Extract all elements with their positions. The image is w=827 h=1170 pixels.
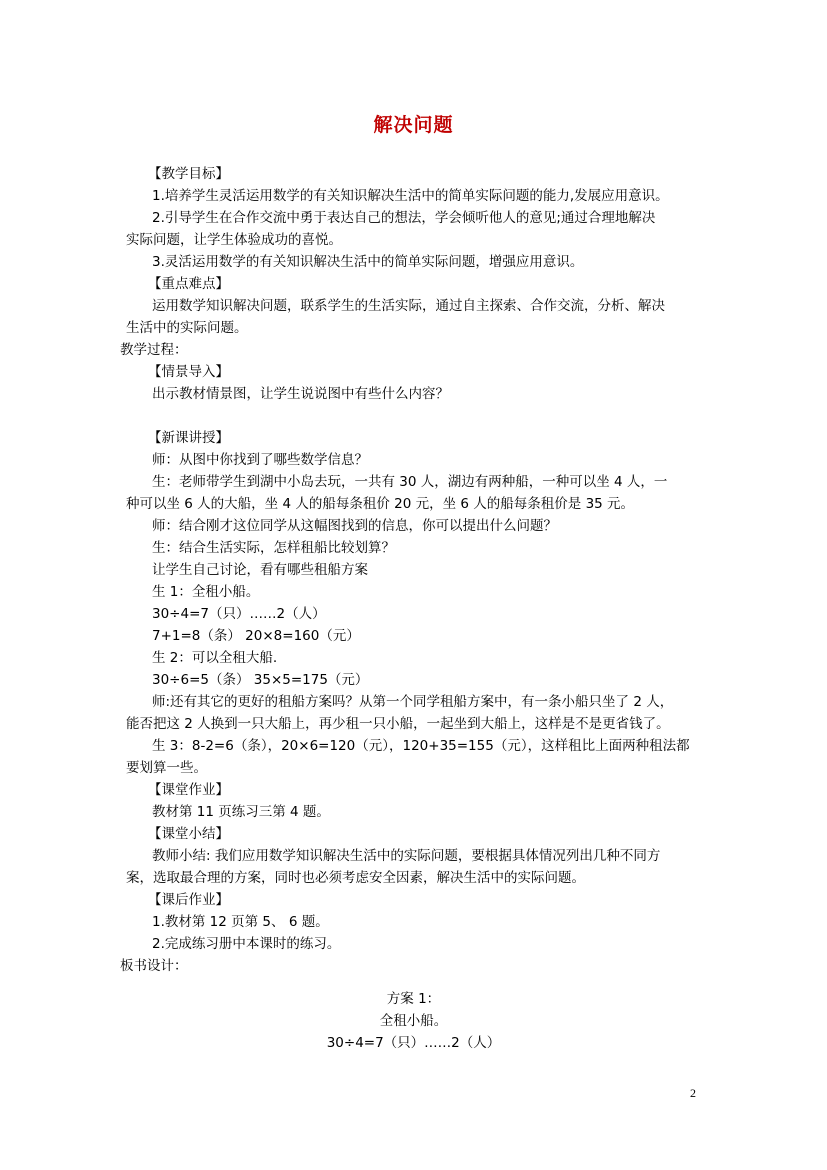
key-points-line-2: 生活中的实际问题。 (126, 320, 248, 336)
board-design (0, 988, 827, 1054)
objective-2-line-1: 2.引导学生在合作交流中勇于表达自己的想法，学会倾听他人的意见;通过合理地解决 (152, 210, 656, 226)
dialogue-line: 生：老师带学生到湖中小岛去玩，一共有 30 人，湖边有两种船，一种可以坐 4 人，一 (152, 474, 668, 490)
plan-2-label: 生 2：可以全租大船. (152, 650, 278, 666)
plan-1-label: 生 1：全租小船。 (152, 584, 260, 600)
dialogue-line: 师:还有其它的更好的租船方案吗？从第一个同学租船方案中，有一条小船只坐了 2 人， (152, 694, 674, 710)
section-heading-objectives: 【教学目标】 (148, 166, 229, 182)
page-number: 2 (690, 1086, 696, 1100)
summary-line-2: 案，选取最合理的方案，同时也必须考虑安全因素，解决生活中的实际问题。 (126, 870, 585, 886)
section-heading-intro: 【情景导入】 (148, 364, 229, 380)
dialogue-line: 生：结合生活实际，怎样租船比较划算？ (152, 540, 395, 556)
dialogue-line: 能否把这 2 人换到一只大船上，再少租一只小船，一起坐到大船上，这样是不是更省钱了。 (126, 716, 670, 732)
plan-3-line-2: 要划算一些。 (126, 760, 207, 776)
dialogue-line: 让学生自己讨论，看有哪些租船方案 (152, 562, 368, 578)
dialogue-line: 种可以坐 6 人的大船，坐 4 人的船每条租价 20 元，坐 6 人的船每条租价是 35 元。 (126, 496, 635, 512)
key-points-line-1: 运用数学知识解决问题，联系学生的生活实际，通过自主探索、合作交流，分析、解决 (152, 298, 665, 314)
section-heading-summary: 【课堂小结】 (148, 826, 229, 842)
dialogue-line: 师：结合刚才这位同学从这幅图找到的信息，你可以提出什么问题？ (152, 518, 557, 534)
document-title: 解决问题 (373, 114, 454, 136)
equation-line: 30÷4=7（只）……2（人） (152, 606, 326, 622)
objective-3: 3.灵活运用数学的有关知识解决生活中的简单实际问题，增强应用意识。 (152, 254, 584, 270)
board-line: 方案 1： (386, 991, 441, 1007)
equation-line: 30÷6=5（条） 35×5=175（元） (152, 672, 369, 688)
document-body (120, 163, 712, 977)
plan-3-line-1: 生 3：8-2=6（条），20×6=120（元），120+35=155（元），这样租比上面两种租法都 (152, 738, 690, 754)
section-heading-key-points: 【重点难点】 (148, 276, 229, 292)
objective-2-line-2: 实际问题，让学生体验成功的喜悦。 (126, 232, 342, 248)
dialogue-line: 师：从图中你找到了哪些数学信息？ (152, 452, 368, 468)
intro-text: 出示教材情景图，让学生说说图中有些什么内容？ (152, 386, 449, 402)
equation-line: 7+1=8（条） 20×8=160（元） (152, 628, 360, 644)
teaching-process-label: 教学过程： (120, 342, 188, 358)
board-line: 30÷4=7（只）……2（人） (326, 1035, 501, 1051)
classwork-text: 教材第 11 页练习三第 4 题。 (152, 804, 330, 820)
homework-item-1: 1.教材第 12 页第 5、 6 题。 (152, 914, 329, 930)
section-heading-new-lesson: 【新课讲授】 (148, 430, 229, 446)
summary-line-1: 教师小结: 我们应用数学知识解决生活中的实际问题，要根据具体情况列出几种不同方 (152, 848, 661, 864)
section-heading-homework: 【课后作业】 (148, 892, 229, 908)
homework-item-2: 2.完成练习册中本课时的练习。 (152, 936, 341, 952)
board-line: 全租小船。 (379, 1013, 448, 1029)
section-heading-classwork: 【课堂作业】 (148, 782, 229, 798)
board-design-label: 板书设计： (120, 958, 188, 974)
objective-1: 1.培养学生灵活运用数学的有关知识解决生活中的简单实际问题的能力,发展应用意识。 (152, 188, 669, 204)
